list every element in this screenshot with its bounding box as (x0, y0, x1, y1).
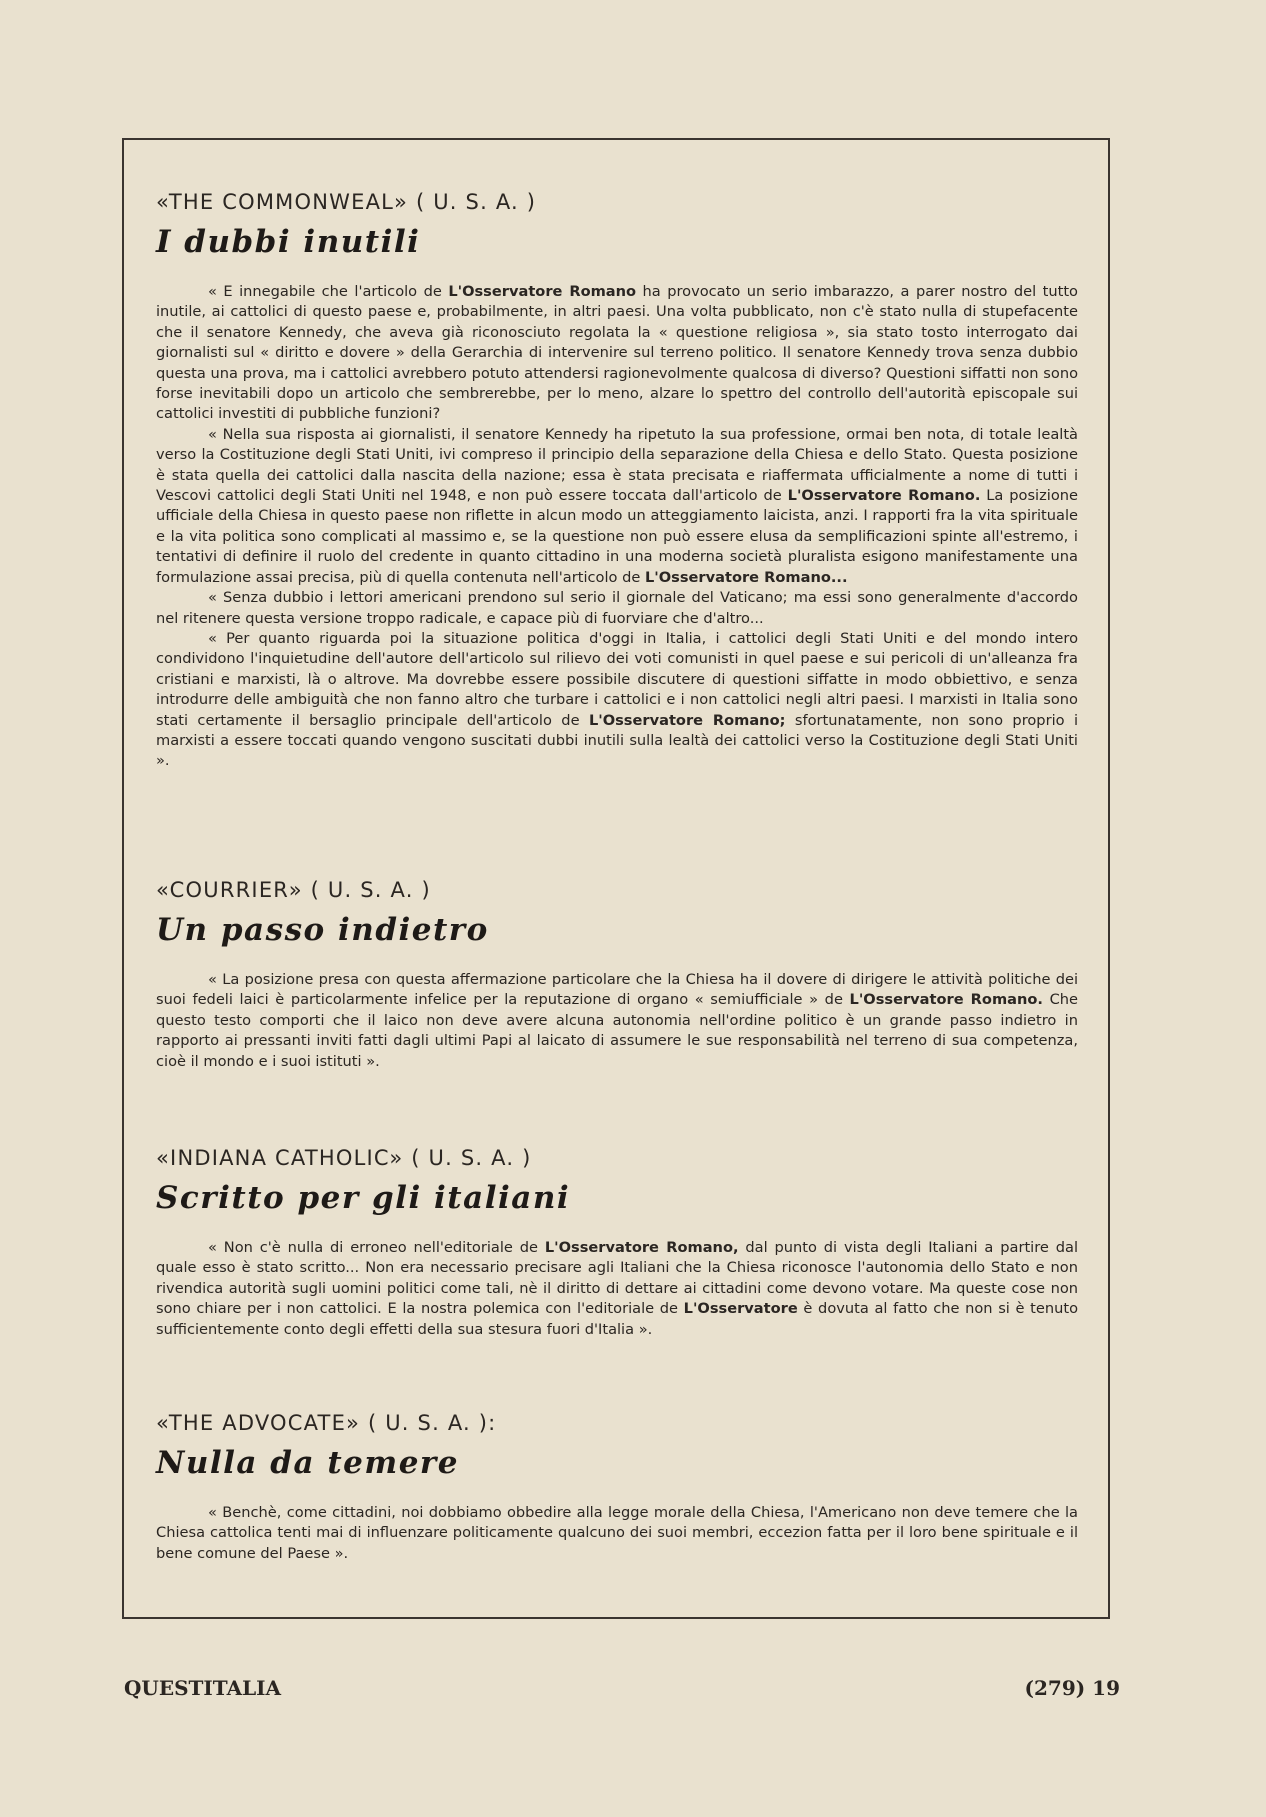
article-courrier (156, 878, 1078, 1072)
article-headline: Un passo indietro (156, 912, 489, 948)
article-headline: I dubbi inutili (156, 224, 421, 260)
article-paragraph (156, 588, 1078, 629)
paragraph-text: « E innegabile che l'articolo de (208, 283, 449, 300)
newspaper-name: L'Osservatore Romano, (544, 1239, 739, 1256)
article-body (156, 1503, 1078, 1564)
article-indiana-catholic (156, 1146, 1078, 1340)
article-advocate (156, 1411, 1078, 1564)
paragraph-text: « La posizione presa con questa affermazione particolare che la Chiesa ha il dovere di dirigere le attività politiche dei suoi fedeli laici è particolarmente infelice per la reputazione di organo « semiufficiale » de (156, 971, 1078, 1009)
magazine-name: QUESTITALIA (124, 1676, 282, 1700)
article-paragraph (156, 970, 1078, 1072)
article-source: «THE COMMONWEAL» ( U. S. A. ) (156, 190, 537, 214)
article-body (156, 282, 1078, 772)
paragraph-text: è dovuta al fatto che non si è tenuto sufficientemente conto degli effetti della sua stesura fuori d'Italia ». (156, 1300, 1078, 1338)
newspaper-name: L'Osservatore Romano... (644, 568, 848, 586)
article-body (156, 970, 1078, 1072)
article-paragraph (156, 425, 1078, 588)
article-source: «COURRIER» ( U. S. A. ) (156, 878, 431, 902)
newspaper-name: L'Osservatore Romano (448, 283, 637, 300)
paragraph-text: La posizione ufficiale della Chiesa in questo paese non riflette in alcun modo un atteggiamento laicista, anzi. I rapporti fra la vita spirituale e la vita politica sono complicati al massimo e, se la questione non può essere elusa da semplificazioni spinte all'estremo, i tentativi di definire il ruolo del credente in quanto cittadino in una moderna società pluralista esigono manifestamente una formulazione assai precisa, più di quella contenuta nell'articolo de (156, 487, 1078, 586)
article-headline: Nulla da temere (156, 1445, 459, 1481)
article-source: «THE ADVOCATE» ( U. S. A. ): (156, 1411, 497, 1435)
paragraph-text: « Senza dubbio i lettori americani prendono sul serio il giornale del Vaticano; ma essi sono generalmente d'accordo nel ritenere questa versione troppo radicale, e capace più di fuorviare che d'altro... (156, 589, 1078, 627)
paragraph-text: Che questo testo comporti che il laico non deve avere alcuna autonomia nell'ordine politico è un grande passo indietro in rapporto ai pressanti inviti fatti dagli ultimi Papi al laicato di assumere le sue responsabilità nel terreno di sua competenza, cioè il mondo e i suoi istituti ». (156, 991, 1078, 1070)
article-body (156, 1238, 1078, 1340)
article-source: «INDIANA CATHOLIC» ( U. S. A. ) (156, 1146, 532, 1170)
newspaper-name: L'Osservatore (683, 1300, 798, 1318)
article-headline: Scritto per gli italiani (156, 1180, 571, 1216)
paragraph-text: dal punto di vista degli Italiani a partire dal quale esso è stato scritto... Non era necessario precisare agli Italiani che la Chiesa riconosce l'autonomia dello Stato e non rivendica autorità sugli uomini politici come tali, nè il diritto di dettare ai cittadini come devono votare. Ma queste cose non sono chiare per i non cattolici. E la nostra polemica con l'editoriale de (156, 1239, 1078, 1318)
paragraph-text: « Per quanto riguarda poi la situazione politica d'oggi in Italia, i cattolici degli Stati Uniti e del mondo intero condividono l'inquietudine dell'autore dell'articolo sul rilievo dei voti comunisti in quel paese e sui pericoli di un'alleanza fra cristiani e marxisti, là o altrove. Ma dovrebbe essere possibile discutere di questioni siffatte in modo obbiettivo, e senza introdurre delle ambiguità che non fanno altro che turbare i cattolici e i non cattolici negli altri paesi. I marxisti in Italia sono stati certamente il bersaglio principale dell'articolo de (156, 629, 1078, 729)
newspaper-name: L'Osservatore Romano. (787, 487, 981, 505)
article-commonweal (156, 190, 1078, 772)
newspaper-name: L'Osservatore Romano. (849, 991, 1043, 1009)
paragraph-text: « Non c'è nulla di erroneo nell'editoriale de (208, 1239, 545, 1256)
paragraph-text: sfortunatamente, non sono proprio i marxisti a essere toccati quando vengono suscitati dubbi inutili sulla lealtà dei cattolici verso la Costituzione degli Stati Uniti ». (156, 711, 1078, 770)
paragraph-text: « Benchè, come cittadini, noi dobbiamo obbedire alla legge morale della Chiesa, l'Americano non deve temere che la Chiesa cattolica tenti mai di influenzare politicamente qualcuno dei suoi membri, eccezion fatta per il loro bene spirituale e il bene comune del Paese ». (156, 1504, 1078, 1562)
article-paragraph (156, 629, 1078, 772)
page-number: (279) 19 (1024, 1676, 1120, 1700)
paragraph-text: « Nella sua risposta ai giornalisti, il senatore Kennedy ha ripetuto la sua professione, ormai ben nota, di totale lealtà verso la Costituzione degli Stati Uniti, ivi compreso il principio della separazione della Chiesa e dello Stato. Questa posizione è stata quella dei cattolici dalla nascita della nazione; essa è stata precisata e riaffermata ufficialmente a nome di tutti i Vescovi cattolici degli Stati Uniti nel 1948, e non può essere toccata dall'articolo de (156, 425, 1078, 505)
article-paragraph (156, 282, 1078, 425)
newspaper-name: L'Osservatore Romano; (588, 711, 786, 729)
article-paragraph (156, 1238, 1078, 1340)
paragraph-text: ha provocato un serio imbarazzo, a parer nostro del tutto inutile, ai cattolici di questo paese e, probabilmente, in altri paesi. Una volta pubblicato, non c'è stato nulla di stupefacente che il senatore Kennedy, che aveva già riconosciuto regolata la « questione religiosa », sia stato tosto interrogato dai giornalisti sul « diritto e dovere » della Gerarchia di intervenire sul terreno politico. Il senatore Kennedy trova senza dubbio questa una prova, ma i cattolici avrebbero potuto attendersi ragionevolmente qualcosa di diverso? Questioni siffatti non sono forse inevitabili dopo un articolo che sembrerebbe, per lo meno, alzare lo spettro del controllo dell'autorità episcopale sui cattolici investiti di pubbliche funzioni? (156, 283, 1078, 423)
article-paragraph (156, 1503, 1078, 1564)
